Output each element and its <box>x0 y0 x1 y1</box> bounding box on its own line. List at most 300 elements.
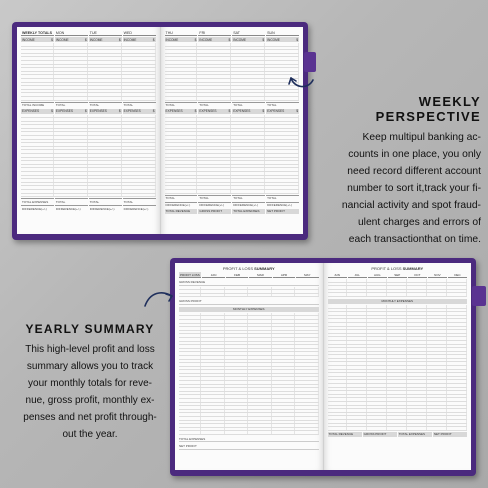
ledger-cell <box>388 391 407 394</box>
ledger-cell <box>202 406 224 409</box>
ledger-cell <box>232 122 265 125</box>
ledger-cell <box>428 416 447 419</box>
ledger-cell <box>226 313 248 316</box>
ledger-cell <box>428 384 447 387</box>
ledger-cell <box>348 337 367 340</box>
ledger-cell <box>296 410 318 413</box>
ledger-cell <box>198 154 231 157</box>
ledger-cell <box>408 391 427 394</box>
expense-rows <box>165 115 300 194</box>
ledger-cell <box>428 279 447 282</box>
ledger-cell <box>55 140 88 143</box>
ledger-cell <box>388 366 407 369</box>
ledger-cell <box>232 97 265 100</box>
ledger-cell <box>408 388 427 391</box>
ledger-cell <box>179 324 201 327</box>
ledger-cell <box>388 348 407 351</box>
ledger-cell <box>55 158 88 161</box>
ledger-row <box>328 293 468 297</box>
ledger-cell <box>55 129 88 132</box>
curved-arrow-icon <box>142 286 176 312</box>
ledger-cell <box>368 395 387 398</box>
ledger-cell <box>249 294 271 297</box>
ledger-cell <box>388 352 407 355</box>
ledger-cell <box>348 420 367 423</box>
ledger-cell <box>368 398 387 401</box>
ledger-cell <box>328 352 347 355</box>
ledger-cell <box>408 323 427 326</box>
weekly-right-day-header <box>165 30 300 36</box>
ledger-cell <box>179 385 201 388</box>
ledger-cell <box>348 366 367 369</box>
ledger-cell <box>408 279 427 282</box>
ledger-cell <box>165 132 198 135</box>
ledger-cell <box>165 86 198 89</box>
ledger-cell <box>249 399 271 402</box>
ledger-cell <box>179 406 201 409</box>
ledger-cell <box>448 416 467 419</box>
ledger-cell <box>165 97 198 100</box>
ledger-cell <box>408 312 427 315</box>
ledger-cell <box>428 391 447 394</box>
weekly-line: each transactionthat on time. <box>348 234 481 245</box>
ledger-cell <box>448 402 467 405</box>
ledger-cell <box>296 334 318 337</box>
ledger-cell <box>266 43 299 46</box>
ledger-cell <box>198 50 231 53</box>
ledger-cell <box>348 334 367 337</box>
ledger-cell <box>232 79 265 82</box>
ledger-cell <box>249 287 271 290</box>
ledger-cell <box>232 150 265 153</box>
ledger-cell <box>328 395 347 398</box>
ledger-cell <box>226 388 248 391</box>
ledger-cell <box>202 345 224 348</box>
ledger-cell <box>198 125 231 128</box>
ledger-cell <box>428 312 447 315</box>
ledger-cell <box>348 348 367 351</box>
total-income-row <box>21 102 156 108</box>
ledger-cell <box>21 122 54 125</box>
ledger-cell <box>198 147 231 150</box>
ledger-cell <box>55 190 88 193</box>
ledger-cell <box>55 172 88 175</box>
ledger-cell <box>428 373 447 376</box>
ledger-cell <box>448 305 467 308</box>
ledger-cell <box>55 154 88 157</box>
ledger-cell <box>328 279 347 282</box>
ledger-cell <box>266 186 299 189</box>
ledger-cell <box>21 43 54 46</box>
ledger-cell <box>368 330 387 333</box>
day-label: SUN <box>266 30 299 36</box>
ledger-cell <box>448 345 467 348</box>
ledger-cell <box>448 395 467 398</box>
ledger-cell <box>428 316 447 319</box>
ledger-cell <box>55 165 88 168</box>
ledger-cell <box>388 341 407 344</box>
ledger-cell <box>232 54 265 57</box>
ledger-cell <box>348 402 367 405</box>
ledger-cell <box>266 129 299 132</box>
ledger-cell <box>55 93 88 96</box>
ledger-cell <box>55 183 88 186</box>
difference-label: DIFFERENCE(+/-) <box>232 202 265 208</box>
difference-label: DIFFERENCE(+/-) <box>21 205 54 211</box>
ledger-cell <box>428 309 447 312</box>
ledger-cell <box>348 413 367 416</box>
income-label: INCOME <box>22 37 35 42</box>
ledger-cell <box>368 305 387 308</box>
yearly-line: your monthly totals for reve- <box>28 378 152 389</box>
ledger-cell <box>388 398 407 401</box>
ledger-cell <box>165 186 198 189</box>
month-label: DEC <box>448 272 467 278</box>
ledger-cell <box>89 65 122 68</box>
ledger-cell <box>198 93 231 96</box>
ledger-cell <box>448 370 467 373</box>
right-month-header <box>328 272 468 278</box>
ledger-cell <box>448 327 467 330</box>
ledger-cell <box>448 409 467 412</box>
ledger-cell <box>226 431 248 434</box>
ledger-cell <box>296 287 318 290</box>
ledger-cell <box>296 356 318 359</box>
ledger-cell <box>388 323 407 326</box>
day-label: FRI <box>198 30 231 36</box>
ledger-cell <box>165 75 198 78</box>
income-label: INCOME <box>233 37 246 42</box>
ledger-cell <box>226 403 248 406</box>
total-expenses-label: TOTAL EXPENSES <box>179 437 319 443</box>
ledger-cell <box>123 86 156 89</box>
currency-label: $ <box>51 37 53 42</box>
total-label: TOTAL <box>165 195 198 201</box>
ledger-cell <box>348 355 367 358</box>
ledger-cell <box>328 286 347 289</box>
ledger-cell <box>273 424 295 427</box>
ledger-cell <box>165 68 198 71</box>
ledger-cell <box>348 359 367 362</box>
ledger-cell <box>273 421 295 424</box>
ledger-cell <box>273 413 295 416</box>
month-label: MAY <box>296 272 318 278</box>
ledger-cell <box>202 327 224 330</box>
ledger-cell <box>165 90 198 93</box>
ledger-cell <box>296 399 318 402</box>
ledger-cell <box>296 424 318 427</box>
ledger-cell <box>232 65 265 68</box>
ledger-cell <box>368 370 387 373</box>
profit-loss-title <box>179 266 319 271</box>
ledger-cell <box>348 345 367 348</box>
ledger-cell <box>388 384 407 387</box>
difference-label: DIFFERENCE(+/-) <box>165 202 198 208</box>
ledger-cell <box>273 374 295 377</box>
ledger-cell <box>179 345 201 348</box>
expenses-label: EXPENSES <box>22 109 40 113</box>
ledger-cell <box>328 312 347 315</box>
ledger-cell <box>165 43 198 46</box>
profit-loss-book <box>170 258 476 476</box>
ledger-cell <box>179 367 201 370</box>
ledger-cell <box>348 391 367 394</box>
ledger-cell <box>249 349 271 352</box>
ledger-cell <box>202 421 224 424</box>
ledger-cell <box>388 406 407 409</box>
ledger-cell <box>428 327 447 330</box>
currency-label: $ <box>84 37 87 42</box>
weekly-line: number to sort it,track your fi- <box>347 183 481 194</box>
ledger-cell <box>348 373 367 376</box>
ledger-cell <box>232 165 265 168</box>
ledger-cell <box>249 370 271 373</box>
ledger-cell <box>89 143 122 146</box>
ledger-cell <box>179 287 201 290</box>
ledger-cell <box>89 93 122 96</box>
expenses-label: EXPENSES <box>165 109 183 113</box>
ledger-cell <box>21 72 54 75</box>
ledger-cell <box>388 370 407 373</box>
total-row <box>165 102 300 108</box>
ledger-cell <box>55 179 88 182</box>
ledger-cell <box>89 75 122 78</box>
ledger-row <box>328 427 468 431</box>
ledger-cell <box>368 323 387 326</box>
ledger-cell <box>273 338 295 341</box>
ledger-cell <box>428 420 447 423</box>
ledger-cell <box>388 409 407 412</box>
income-label: INCOME <box>123 37 137 42</box>
ledger-cell <box>388 327 407 330</box>
ledger-cell <box>249 334 271 337</box>
ledger-cell <box>198 122 231 125</box>
ledger-cell <box>21 186 54 189</box>
ledger-cell <box>202 374 224 377</box>
ledger-cell <box>408 330 427 333</box>
ledger-cell <box>123 129 156 132</box>
ledger-cell <box>232 57 265 60</box>
ledger-cell <box>328 427 347 430</box>
ledger-cell <box>89 136 122 139</box>
ledger-cell <box>89 61 122 64</box>
ledger-cell <box>198 176 231 179</box>
ledger-cell <box>428 283 447 286</box>
ledger-cell <box>266 54 299 57</box>
total-row <box>165 195 300 201</box>
ledger-cell <box>21 90 54 93</box>
expense-rows <box>21 115 156 198</box>
month-label: PROFIT LOSS <box>180 272 200 277</box>
ledger-cell <box>179 417 201 420</box>
ledger-cell <box>226 342 248 345</box>
weekly-line: ulent charges and errors of <box>357 217 481 228</box>
ledger-cell <box>123 61 156 64</box>
ledger-cell <box>179 403 201 406</box>
ledger-cell <box>428 398 447 401</box>
ledger-cell <box>273 367 295 370</box>
difference-row <box>165 202 300 208</box>
ledger-cell <box>226 334 248 337</box>
ledger-cell <box>266 122 299 125</box>
total-label: TOTAL <box>198 195 231 201</box>
ledger-cell <box>273 327 295 330</box>
ledger-row <box>179 294 319 298</box>
ledger-cell <box>296 367 318 370</box>
ledger-cell <box>198 83 231 86</box>
ledger-cell <box>296 360 318 363</box>
yearly-line: out the year. <box>62 429 118 440</box>
ledger-cell <box>328 327 347 330</box>
profit-loss-spread <box>175 263 471 470</box>
ledger-cell <box>232 143 265 146</box>
ledger-cell <box>198 57 231 60</box>
ledger-cell <box>226 294 248 297</box>
ledger-cell <box>21 129 54 132</box>
day-label: TUE <box>89 30 122 36</box>
ledger-cell <box>123 176 156 179</box>
ledger-cell <box>296 331 318 334</box>
ledger-cell <box>273 410 295 413</box>
ledger-cell <box>348 370 367 373</box>
ledger-cell <box>368 427 387 430</box>
ledger-cell <box>123 186 156 189</box>
ledger-cell <box>273 324 295 327</box>
total-label: TOTAL <box>55 102 88 108</box>
weekly-left-page <box>17 27 161 234</box>
ledger-cell <box>448 398 467 401</box>
ledger-cell <box>21 93 54 96</box>
ledger-cell <box>232 140 265 143</box>
ledger-cell <box>408 293 427 296</box>
weekly-title: WEEKLY PERSPECTIVE <box>375 94 481 124</box>
ledger-cell <box>249 421 271 424</box>
ledger-cell <box>448 380 467 383</box>
ledger-cell <box>165 72 198 75</box>
ledger-cell <box>348 323 367 326</box>
total-label: TOTAL <box>266 102 299 108</box>
monthly-expenses-bar: MONTHLY EXPENSES <box>328 299 468 304</box>
ledger-cell <box>165 143 198 146</box>
ledger-cell <box>428 377 447 380</box>
ledger-cell <box>368 345 387 348</box>
ledger-cell <box>448 373 467 376</box>
ledger-cell <box>448 309 467 312</box>
ledger-cell <box>55 75 88 78</box>
ledger-cell <box>368 359 387 362</box>
income-label: INCOME <box>55 37 69 42</box>
ledger-cell <box>408 283 427 286</box>
ledger-cell <box>198 190 231 193</box>
ledger-cell <box>232 129 265 132</box>
ledger-cell <box>179 320 201 323</box>
gross-profit-label: GROSS PROFIT <box>363 432 397 437</box>
ledger-cell <box>232 190 265 193</box>
ledger-cell <box>55 136 88 139</box>
ledger-cell <box>428 290 447 293</box>
ledger-cell <box>348 380 367 383</box>
month-label: OCT <box>408 272 427 278</box>
total-label: TOTAL <box>232 102 265 108</box>
ledger-cell <box>368 377 387 380</box>
ledger-cell <box>165 83 198 86</box>
ledger-cell <box>348 330 367 333</box>
ledger-cell <box>296 324 318 327</box>
ledger-cell <box>328 377 347 380</box>
ledger-cell <box>202 367 224 370</box>
profit-loss-right-page <box>324 263 472 470</box>
ledger-cell <box>249 352 271 355</box>
ledger-cell <box>428 366 447 369</box>
ledger-cell <box>123 183 156 186</box>
ledger-cell <box>328 309 347 312</box>
ledger-cell <box>198 75 231 78</box>
ledger-cell <box>273 352 295 355</box>
ledger-cell <box>328 341 347 344</box>
ledger-cell <box>198 179 231 182</box>
ledger-cell <box>348 290 367 293</box>
ledger-cell <box>428 341 447 344</box>
ledger-cell <box>368 337 387 340</box>
ledger-cell <box>89 79 122 82</box>
ledger-cell <box>408 352 427 355</box>
ledger-cell <box>448 359 467 362</box>
ledger-cell <box>428 402 447 405</box>
ledger-cell <box>273 388 295 391</box>
ledger-cell <box>296 406 318 409</box>
ledger-cell <box>55 194 88 197</box>
ledger-cell <box>202 316 224 319</box>
ledger-cell <box>123 115 156 118</box>
ledger-cell <box>179 399 201 402</box>
ledger-cell <box>165 172 198 175</box>
ledger-cell <box>368 319 387 322</box>
ledger-cell <box>55 118 88 121</box>
currency-label: $ <box>84 109 87 113</box>
ledger-cell <box>249 338 271 341</box>
ledger-cell <box>179 395 201 398</box>
ledger-cell <box>348 362 367 365</box>
ledger-cell <box>226 406 248 409</box>
income-rows <box>165 43 300 101</box>
ledger-cell <box>266 50 299 53</box>
ledger-cell <box>328 406 347 409</box>
ledger-cell <box>273 417 295 420</box>
ledger-cell <box>388 380 407 383</box>
total-income-label: TOTAL INCOME <box>21 102 54 108</box>
ledger-cell <box>428 380 447 383</box>
ledger-cell <box>202 356 224 359</box>
ledger-cell <box>202 360 224 363</box>
ledger-cell <box>408 402 427 405</box>
ledger-cell <box>202 338 224 341</box>
ledger-cell <box>89 176 122 179</box>
ledger-cell <box>89 158 122 161</box>
total-expenses-label: TOTAL EXPENSES <box>398 432 432 437</box>
total-expenses-label: TOTAL EXPENSES <box>232 209 265 214</box>
currency-label: $ <box>118 37 121 42</box>
ledger-cell <box>249 385 271 388</box>
ledger-cell <box>408 345 427 348</box>
ledger-cell <box>123 172 156 175</box>
ledger-cell <box>266 172 299 175</box>
expenses-label: EXPENSES <box>199 109 217 113</box>
ledger-cell <box>89 50 122 53</box>
weekly-line: Keep multipul banking ac- <box>362 132 481 143</box>
ledger-cell <box>198 54 231 57</box>
ledger-cell <box>296 316 318 319</box>
gross-profit-label: GROSS PROFIT <box>179 299 319 305</box>
